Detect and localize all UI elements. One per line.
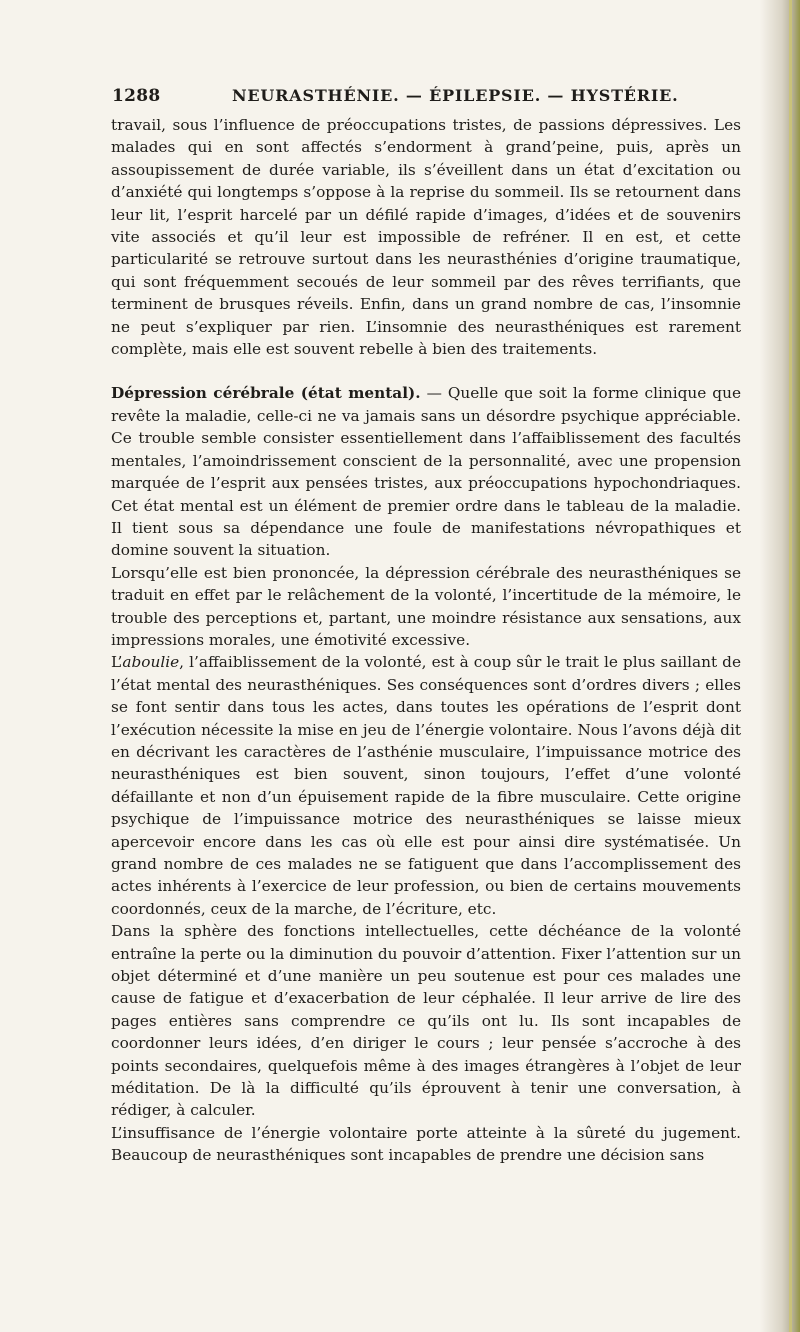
paragraph-cerebral-depression bbox=[111, 382, 741, 561]
body-text bbox=[111, 114, 741, 1167]
paragraph-aboulia bbox=[111, 651, 741, 920]
section-text: — Quelle que soit la forme clinique que revête la maladie, celle-ci ne va jamais sans un désordre psychique appréciable. Ce trouble semble consister essentiellement dans l’affaiblissement des facultés mentales, l’amoindrissement conscient de la personnalité, avec une propension marquée de l’esprit aux pensées tristes, aux préoccupations hypochondriaques. Cet état mental est un élément de premier ordre dans le tableau de la maladie. Il tient sous sa dépendance une foule de manifestations névropathiques et domine souvent la situation. bbox=[111, 384, 741, 560]
aboulia-prefix: L’ bbox=[111, 653, 123, 672]
paragraph-volition: Lorsqu’elle est bien prononcée, la dépression cérébrale des neurasthéniques se traduit en effet par le relâchement de la volonté, l’incertitude de la mémoire, le trouble des perceptions et, partant, une moindre résistance aux sensations, aux impressions morales, une émotivité excessive. bbox=[111, 563, 741, 649]
paragraph-insomnia: travail, sous l’influence de préoccupations tristes, de passions dépressives. Les malades qui en sont affectés s’endorment à grand’peine, puis, après un assoupissement de durée variable, ils s’éveillent dans un état d’excitation ou d’anxiété qui longtemps s’oppose à la reprise du sommeil. Ils se retournent dans leur lit, l’esprit harcelé par un défilé rapide d’images, d’idées et de souvenirs vite associés et qu’il leur est impossible de refréner. Il en est, et cette particularité se retrouve surtout dans les neurasthénies d’origine traumatique, qui sont fréquemment secoués de leur sommeil par des rêves terrifiants, que terminent de brusques réveils. Enfin, dans un grand nombre de cas, l’insomnie ne peut s’expliquer par rien. L’insomnie des neurasthéniques est rarement complète, mais elle est souvent rebelle à bien des traitements. bbox=[111, 116, 741, 359]
section-heading: Dépression cérébrale (état mental). bbox=[111, 384, 421, 403]
page-number: 1288 bbox=[112, 86, 161, 106]
aboulia-text: , l’affaiblissement de la volonté, est à coup sûr le trait le plus saillant de l’état mental des neurasthéniques. Ses conséquences sont d’ordres divers ; elles se font sentir dans tous les actes, dans toutes les opérations de l’esprit dont l’exécution nécessite la mise en jeu de l’énergie volontaire. Nous l’avons déjà dit en décrivant les caractères de l’asthénie musculaire, l’impuissance motrice des neurasthéniques est bien souvent, sinon toujours, l’effet d’une volonté défaillante et non d’un épuisement rapide de la fibre musculaire. Cette origine psychique de l’impuissance motrice des neurasthéniques se laisse mieux apercevoir encore dans les cas où elle est pour ainsi dire systématisée. Un grand nombre de ces malades ne se fatiguent que dans l’accomplissement des actes inhérents à l’exercice de leur profession, ou bien de certains mouvements coordonnés, ceux de la marche, de l’écriture, etc. bbox=[111, 653, 741, 918]
paragraph-attention: Dans la sphère des fonctions intellectuelles, cette déchéance de la volonté entraîne la perte ou la diminution du pouvoir d’attention. Fixer l’attention sur un objet déterminé et d’une manière un peu soutenue est pour ces malades une cause de fatigue et d’exacerbation de leur céphalée. Il leur arrive de lire des pages entières sans comprendre ce qu’ils ont lu. Ils sont incapables de coordonner leurs idées, d’en diriger le cours ; leur pensée s’accroche à des points secondaires, quelquefois même à des images étrangères à l’objet de leur méditation. De là la difficulté qu’ils éprouvent à tenir une conversation, à rédiger, à calculer. bbox=[111, 922, 741, 1120]
page-edge-line bbox=[789, 0, 792, 1332]
paragraph-judgment: L’insuffisance de l’énergie volontaire porte atteinte à la sûreté du jugement. Beaucoup de neurasthéniques sont incapables de prendre une décision sans bbox=[111, 1123, 741, 1165]
page-edge-shadow bbox=[760, 0, 800, 1332]
running-title: NEURASTHÉNIE. — ÉPILEPSIE. — HYSTÉRIE. bbox=[232, 86, 679, 105]
aboulia-term: aboulie bbox=[122, 653, 180, 672]
